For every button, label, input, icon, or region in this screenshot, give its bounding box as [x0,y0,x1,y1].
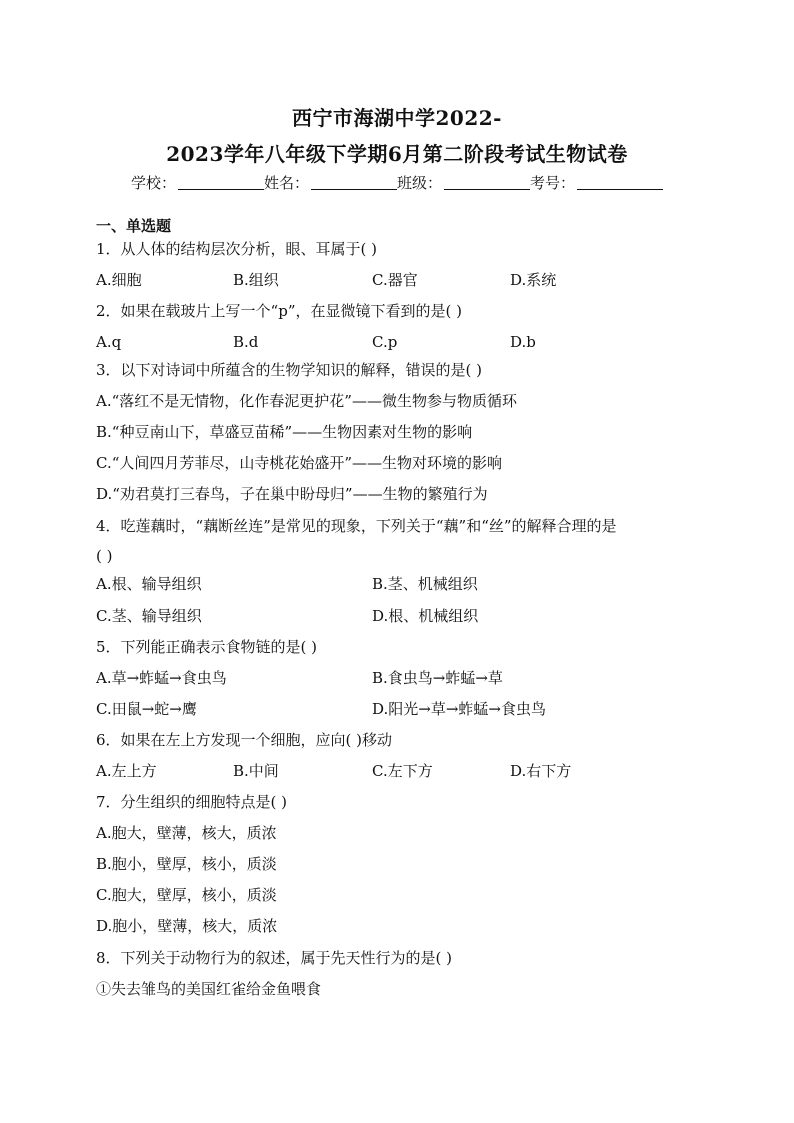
question-5-stem: 5．下列能正确表示食物链的是( ) [96,638,318,656]
question-8-item-1: ①失去雏鸟的美国红雀给金鱼喂食 [96,980,322,998]
class-field[interactable] [397,172,530,193]
question-2-option-a[interactable]: A.q [96,333,122,351]
question-3-option-d[interactable]: D.“劝君莫打三春鸟，子在巢中盼母归”——生物的繁殖行为 [96,485,488,503]
question-3-option-a[interactable]: A.“落红不是无情物，化作春泥更护花”——微生物参与物质循环 [96,392,517,410]
question-4-stem: 4．吃莲藕时，“藕断丝连”是常见的现象，下列关于“藕”和“丝”的解释合理的是 [96,517,617,535]
question-6-stem: 6．如果在左上方发现一个细胞，应向( )移动 [96,731,393,749]
student-info-row [0,172,794,193]
question-5-option-c[interactable]: C.田鼠→蛇→鹰 [96,700,197,718]
question-1-option-d[interactable]: D.系统 [510,271,557,289]
question-6-option-a[interactable]: A.左上方 [96,762,157,780]
question-7-option-a[interactable]: A.胞大，壁薄，核大，质浓 [96,824,277,842]
question-3-option-b[interactable]: B.“种豆南山下，草盛豆苗稀”——生物因素对生物的影响 [96,423,473,441]
school-label: 学校： [130,174,176,192]
school-field[interactable] [131,172,264,193]
question-1-option-c[interactable]: C.器官 [372,271,418,289]
question-6-option-b[interactable]: B.中间 [233,762,279,780]
exam-title-line1: 西宁市海湖中学2022- [292,106,502,130]
question-4-option-c[interactable]: C.茎、输导组织 [96,607,202,625]
school-blank[interactable] [178,188,264,190]
question-7-option-d[interactable]: D.胞小，壁薄，核大，质浓 [96,917,278,935]
question-8-stem: 8．下列关于动物行为的叙述，属于先天性行为的是( ) [96,949,453,967]
question-7-option-b[interactable]: B.胞小，壁厚，核小，质淡 [96,855,277,873]
question-4-stem-continued: ( ) [96,547,113,565]
class-blank[interactable] [444,188,530,190]
question-4-option-d[interactable]: D.根、机械组织 [372,607,479,625]
question-1-option-b[interactable]: B.组织 [233,271,279,289]
question-2-option-d[interactable]: D.b [510,333,536,351]
question-6-option-d[interactable]: D.右下方 [510,762,572,780]
question-2-option-b[interactable]: B.d [233,333,259,351]
class-label: 班级： [397,174,443,192]
question-4-option-b[interactable]: B.茎、机械组织 [372,575,478,593]
question-5-option-a[interactable]: A.草→蚱蜢→食虫鸟 [96,669,227,687]
question-7-option-c[interactable]: C.胞大，壁厚，核小，质淡 [96,886,277,904]
section-title: 一、单选题 [96,217,172,235]
name-field[interactable] [264,172,397,193]
name-blank[interactable] [311,188,397,190]
question-3-option-c[interactable]: C.“人间四月芳菲尽，山寺桃花始盛开”——生物对环境的影响 [96,454,503,472]
question-3-stem: 3．以下对诗词中所蕴含的生物学知识的解释，错误的是( ) [96,361,483,379]
exam-number-blank[interactable] [577,188,663,190]
question-2-option-c[interactable]: C.p [372,333,398,351]
exam-number-label: 考号： [530,174,576,192]
question-5-option-b[interactable]: B.食虫鸟→蚱蜢→草 [372,669,503,687]
name-label: 姓名： [263,174,309,192]
question-1-stem: 1．从人体的结构层次分析，眼、耳属于( ) [96,240,378,258]
exam-title-line2: 2023学年八年级下学期6月第二阶段考试生物试卷 [166,142,628,166]
question-7-stem: 7．分生组织的细胞特点是( ) [96,793,288,811]
question-6-option-c[interactable]: C.左下方 [372,762,433,780]
question-4-option-a[interactable]: A.根、输导组织 [96,575,202,593]
question-2-stem: 2．如果在载玻片上写一个“p”，在显微镜下看到的是( ) [96,302,462,320]
question-1-option-a[interactable]: A.细胞 [96,271,142,289]
exam-number-field[interactable] [530,172,663,193]
question-5-option-d[interactable]: D.阳光→草→蚱蜢→食虫鸟 [372,700,546,718]
